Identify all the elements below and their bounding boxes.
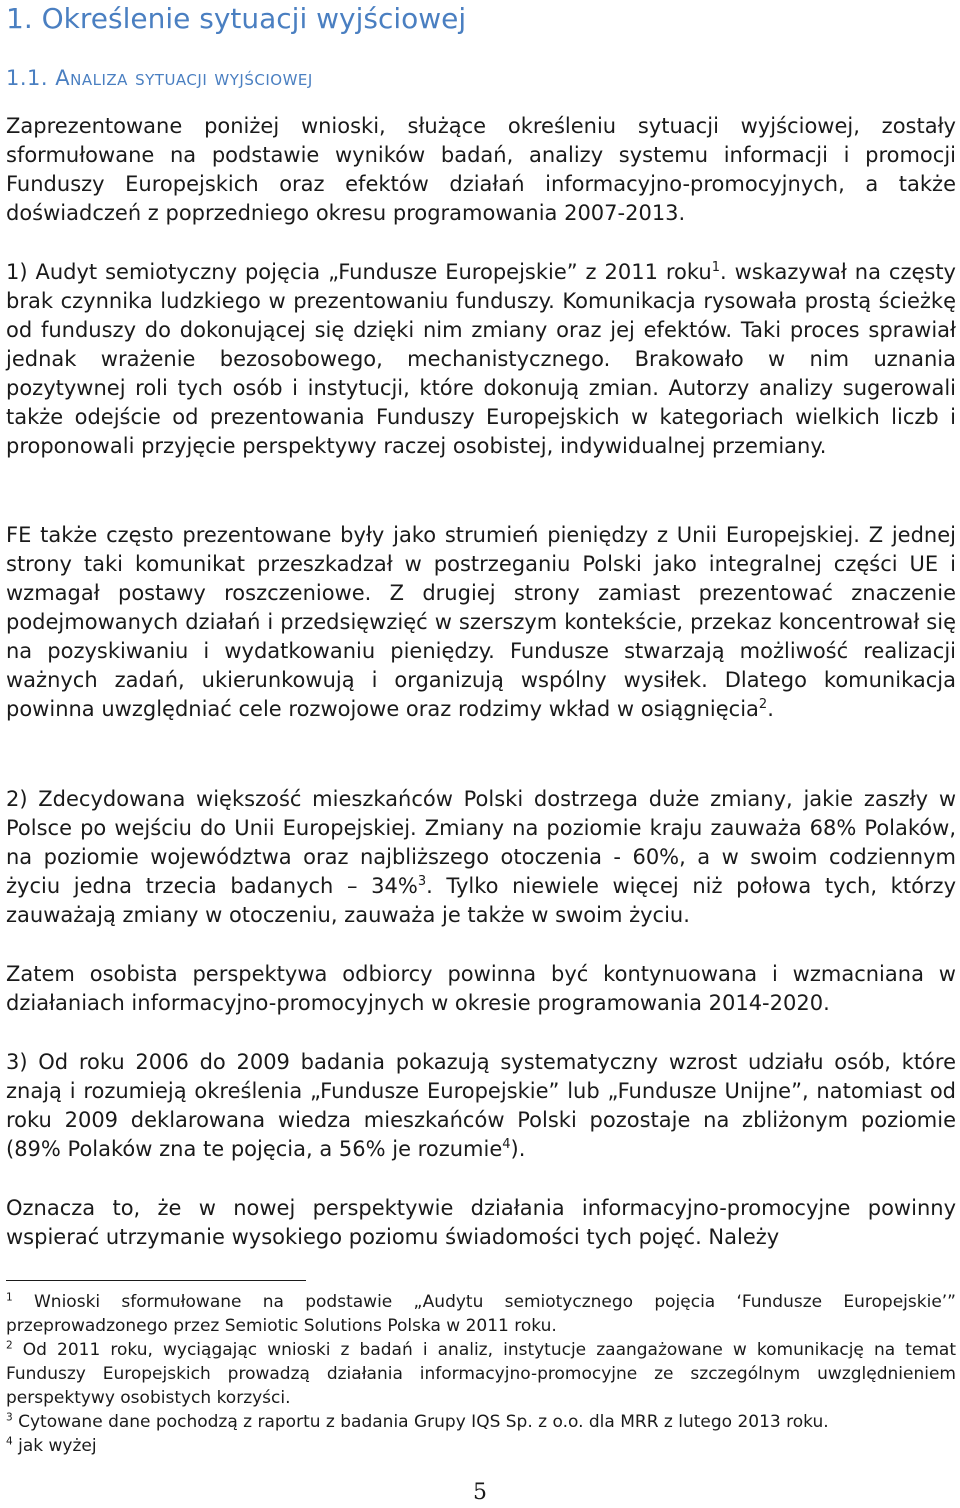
footnote-divider <box>6 1280 306 1281</box>
section-heading <box>6 66 313 90</box>
footnote-text: jak wyżej <box>18 1436 97 1456</box>
awareness-text-b: ). <box>510 1137 526 1161</box>
paragraph-intro <box>6 112 956 228</box>
chapter-heading: 1. Określenie sytuacji wyjściowej <box>6 2 467 35</box>
fe-stream-text-b: . <box>767 697 774 721</box>
section-number: 1.1. <box>6 66 49 90</box>
paragraph-changes <box>6 785 956 930</box>
footnote-ref-4[interactable]: 4 <box>502 1137 511 1152</box>
awareness-text <box>6 1048 956 1164</box>
intro-text: Zaprezentowane poniżej wnioski, służące określeniu sytuacji wyjściowej, zostały sformułowane na podstawie wyników badań, analizy systemu informacji i promocji Funduszy Europejskich oraz efektów działań informacyjno-promocyjnych, a także doświadczeń z poprzedniego okresu programowania 2007-2013. <box>6 114 956 225</box>
paragraph-fe-stream <box>6 521 956 724</box>
paragraph-audit <box>6 258 956 461</box>
footnote-1 <box>6 1290 956 1338</box>
footnote-text: Cytowane dane pochodzą z raportu z badania Grupy IQS Sp. z o.o. dla MRR z lutego 2013 roku. <box>18 1412 829 1432</box>
changes-text-a: 2) Zdecydowana większość mieszkańców Polski dostrzega duże zmiany, jakie zaszły w Polsce po wejściu do Unii Europejskiej. Zmiany na poziomie kraju zauważa 68% Polaków, na poziomie województwa oraz najbliższego otoczenia - 60%, a w swoim codziennym życiu jedna trzecia badanych – 34% <box>6 787 956 898</box>
footnote-ref-2[interactable]: 2 <box>758 697 768 712</box>
footnote-text: Od 2011 roku, wyciągając wnioski z badań i analiz, instytucje zaangażowane w komunikację na temat Funduszy Europejskich prowadzą działania informacyjno-promocyjne ze szczególnym uwzględnieniem perspektywy osobistych korzyści. <box>6 1340 957 1408</box>
changes-text-b: . Tylko niewiele więcej niż połowa tych, którzy zauważają zmiany w otoczeniu, zauważa je także w swoim życiu. <box>6 874 956 927</box>
footnote-number: 4 <box>6 1435 13 1448</box>
fe-stream-text-a: FE także często prezentowane były jako strumień pieniędzy z Unii Europejskiej. Z jednej strony taki komunikat przeszkadzał w postrzeganiu Polski jako integralnej części UE i wzmagał postawy roszczeniowe. Z drugiej strony zamiast prezentować znaczenie podejmowanych działań i przedsięwzięć w szerszym kontekście, przekaz koncentrował się na pozyskiwaniu i wydatkowaniu pieniędzy. Fundusze stwarzają możliwość realizacji ważnych zadań, ukierunkowują i organizują wspólny wysiłek. Dlatego komunikacja powinna uwzględniać cele rozwojowe oraz rodzimy wkład w osiągnięcia <box>6 523 956 721</box>
audit-text <box>6 258 956 461</box>
footnote-3 <box>6 1410 956 1434</box>
footnote-number: 3 <box>6 1411 13 1424</box>
footnote-number: 1 <box>6 1291 13 1304</box>
paragraph-perspective <box>6 960 956 1018</box>
awareness-text-a: 3) Od roku 2006 do 2009 badania pokazują systematyczny wzrost udziału osób, które znają i rozumieją określenia „Fundusze Europejskie” lub „Fundusze Unijne”, natomiast od roku 2009 deklarowana wiedza mieszkańców Polski pozostaje na zbliżonym poziomie (89% Polaków zna te pojęcia, a 56% je rozumie <box>6 1050 956 1161</box>
footnote-2 <box>6 1338 956 1410</box>
footnote-ref-3[interactable]: 3 <box>417 874 427 889</box>
section-title: Analiza sytuacji wyjściowej <box>55 66 313 90</box>
footnote-4 <box>6 1434 956 1458</box>
footnote-ref-1[interactable]: 1 <box>711 260 721 275</box>
paragraph-awareness <box>6 1048 956 1164</box>
paragraph-conclusion <box>6 1194 956 1252</box>
changes-text <box>6 785 956 930</box>
audit-text-a: 1) Audyt semiotyczny pojęcia „Fundusze Europejskie” z 2011 roku <box>6 260 712 284</box>
audit-text-b: . wskazywał na częsty brak czynnika ludzkiego w prezentowaniu funduszy. Komunikacja rysowała prostą ścieżkę od funduszy do dokonującej się dzięki nim zmiany oraz jej efektów. Taki proces sprawiał jednak wrażenie bezosobowego, mechanistycznego. Brakowało w nim uznania pozytywnej roli tych osób i instytucji, które dokonują zmian. Autorzy analizy sugerowali także odejście od prezentowania Funduszy Europejskich w kategoriach wielkich liczb i proponowali przyjęcie perspektywy raczej osobistej, indywidualnej przemiany. <box>6 260 956 458</box>
footnote-number: 2 <box>6 1339 13 1352</box>
perspective-text: Zatem osobista perspektywa odbiorcy powinna być kontynuowana i wzmacniana w działaniach informacyjno-promocyjnych w okresie programowania 2014-2020. <box>6 962 956 1015</box>
page-number: 5 <box>473 1480 487 1505</box>
footnote-text: Wnioski sformułowane na podstawie „Audytu semiotycznego pojęcia ‘Fundusze Europejskie’” przeprowadzonego przez Semiotic Solutions Polska w 2011 roku. <box>6 1292 956 1336</box>
fe-stream-text <box>6 521 956 724</box>
conclusion-text: Oznacza to, że w nowej perspektywie działania informacyjno-promocyjne powinny wspierać utrzymanie wysokiego poziomu świadomości tych pojęć. Należy <box>6 1196 956 1249</box>
footnotes <box>6 1290 956 1458</box>
